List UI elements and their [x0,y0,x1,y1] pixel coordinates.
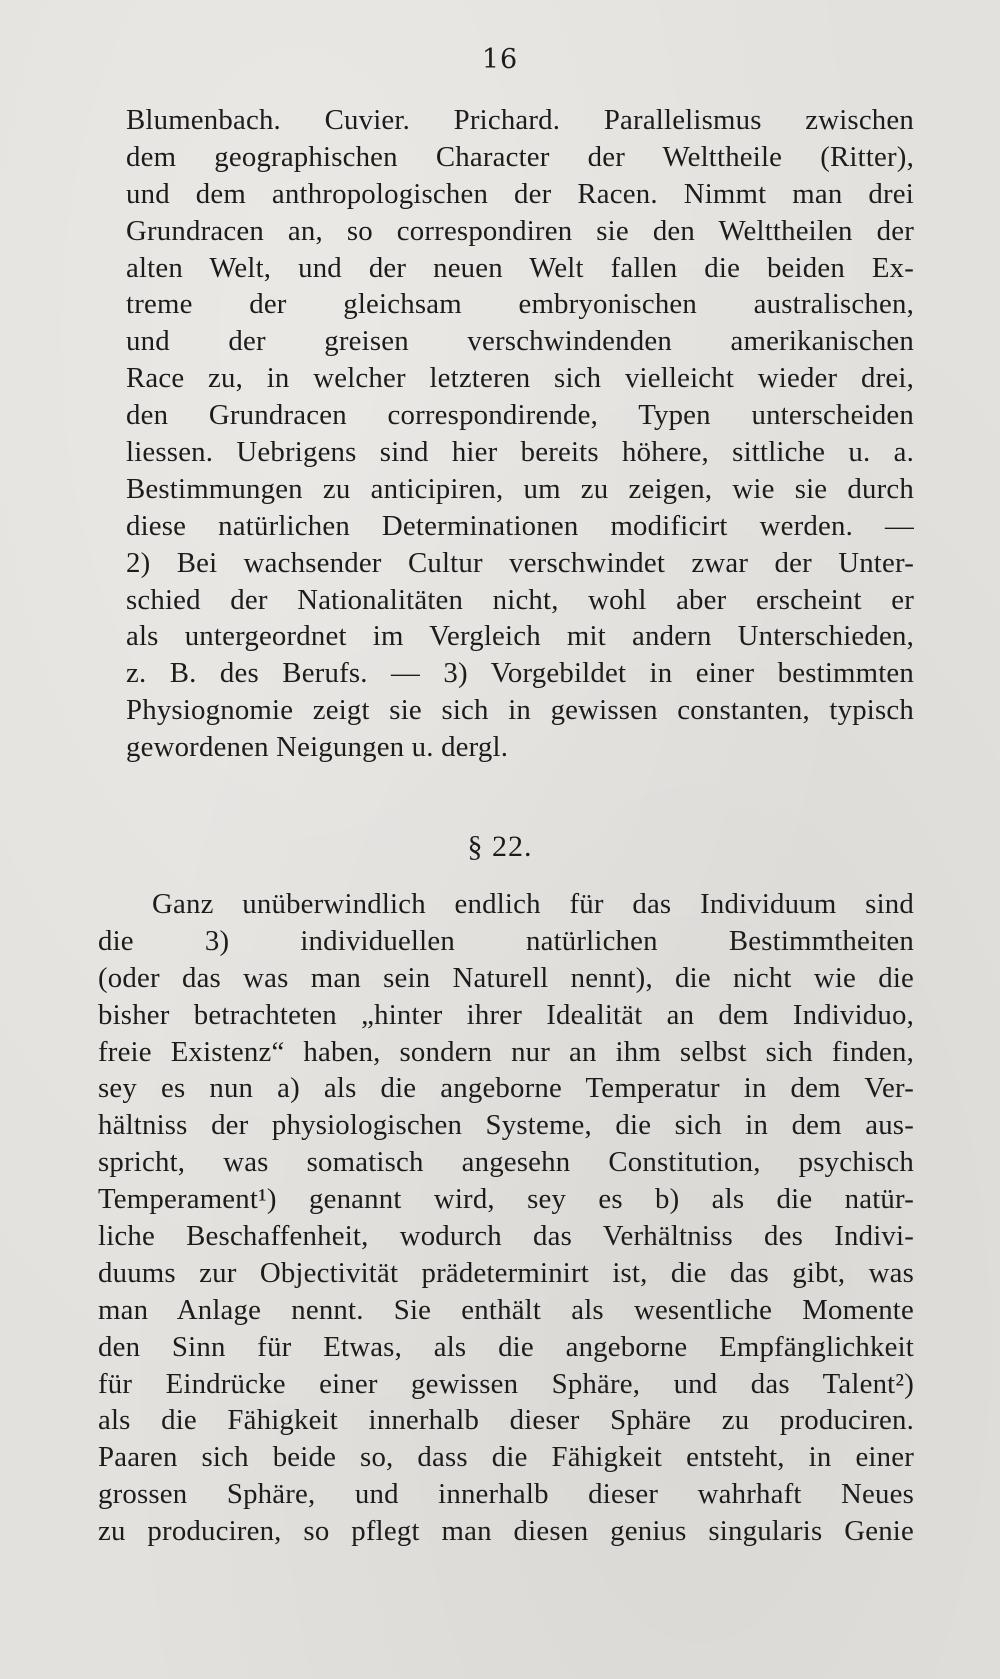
text-line: Ganz unüberwindlich endlich für das Individuum sind [152,888,914,920]
text-line: man Anlage nennt. Sie enthält als wesentliche Momente [98,1293,914,1326]
text-line: liessen. Uebrigens sind hier bereits höhere, sittliche u. a. [126,436,914,469]
text-line: zu produciren, so pflegt man diesen genius singularis Genie [98,1515,914,1548]
text-line: sey es nun a) als die angeborne Temperatur in dem Ver- [98,1072,914,1105]
page-number: 16 [481,44,519,75]
text-line: Grundracen an, so correspondiren sie den Welttheilen der [126,214,914,247]
text-line: Bestimmungen zu anticipiren, um zu zeigen, wie sie durch [126,472,914,505]
text-line: z. B. des Berufs. — 3) Vorgebildet in einer bestimmten [126,657,914,690]
text-line: 2) Bei wachsender Cultur verschwindet zwar der Unter- [126,546,914,579]
text-line: grossen Sphäre, und innerhalb dieser wahrhaft Neues [98,1478,914,1511]
text-line: und der greisen verschwindenden amerikanischen [126,325,914,358]
text-line: dem geographischen Character der Welttheile (Ritter), [126,140,914,173]
text-line: diese natürlichen Determinationen modificirt werden. — [126,509,914,542]
text-line: Physiognomie zeigt sie sich in gewissen constanten, typisch [126,694,914,727]
text-line: liche Beschaffenheit, wodurch das Verhältniss des Indivi- [98,1220,914,1253]
text-line: (oder das was man sein Naturell nennt), die nicht wie die [98,961,914,994]
text-line: spricht, was somatisch angesehn Constitution, psychisch [98,1146,914,1179]
text-line: und dem anthropologischen der Racen. Nimmt man drei [126,177,914,210]
section-heading: § 22. [467,830,533,863]
text-line: Temperament¹) genannt wird, sey es b) als die natür- [98,1183,914,1216]
paragraph-section-22 [98,886,914,1550]
text-line: Paaren sich beide so, dass die Fähigkeit entsteht, in einer [98,1441,914,1474]
text-line: den Grundracen correspondirende, Typen unterscheiden [126,399,914,432]
text-line: treme der gleichsam embryonischen australischen, [126,288,914,321]
text-line: gewordenen Neigungen u. dergl. [126,731,509,764]
text-line: den Sinn für Etwas, als die angeborne Empfänglichkeit [98,1330,914,1363]
text-line: die 3) individuellen natürlichen Bestimmtheiten [98,924,914,957]
text-line: alten Welt, und der neuen Welt fallen die beiden Ex- [126,251,914,284]
text-line: Blumenbach. Cuvier. Prichard. Parallelismus zwischen [126,104,914,136]
text-line: bisher betrachteten „hinter ihrer Idealität an dem Individuo, [98,998,914,1031]
text-line: schied der Nationalitäten nicht, wohl aber erscheint er [126,583,914,616]
text-line: Race zu, in welcher letzteren sich vielleicht wieder drei, [126,362,914,395]
paragraph-continuation [126,102,914,766]
text-line: hältniss der physiologischen Systeme, die sich in dem aus- [98,1109,914,1142]
text-line: für Eindrücke einer gewissen Sphäre, und das Talent²) [98,1367,914,1400]
text-line: als untergeordnet im Vergleich mit andern Unterschieden, [126,620,914,653]
text-line: freie Existenz“ haben, sondern nur an ihm selbst sich finden, [98,1035,914,1068]
text-line: duums zur Objectivität prädeterminirt ist, die das gibt, was [98,1256,914,1289]
text-line: als die Fähigkeit innerhalb dieser Sphäre zu produciren. [98,1404,914,1437]
